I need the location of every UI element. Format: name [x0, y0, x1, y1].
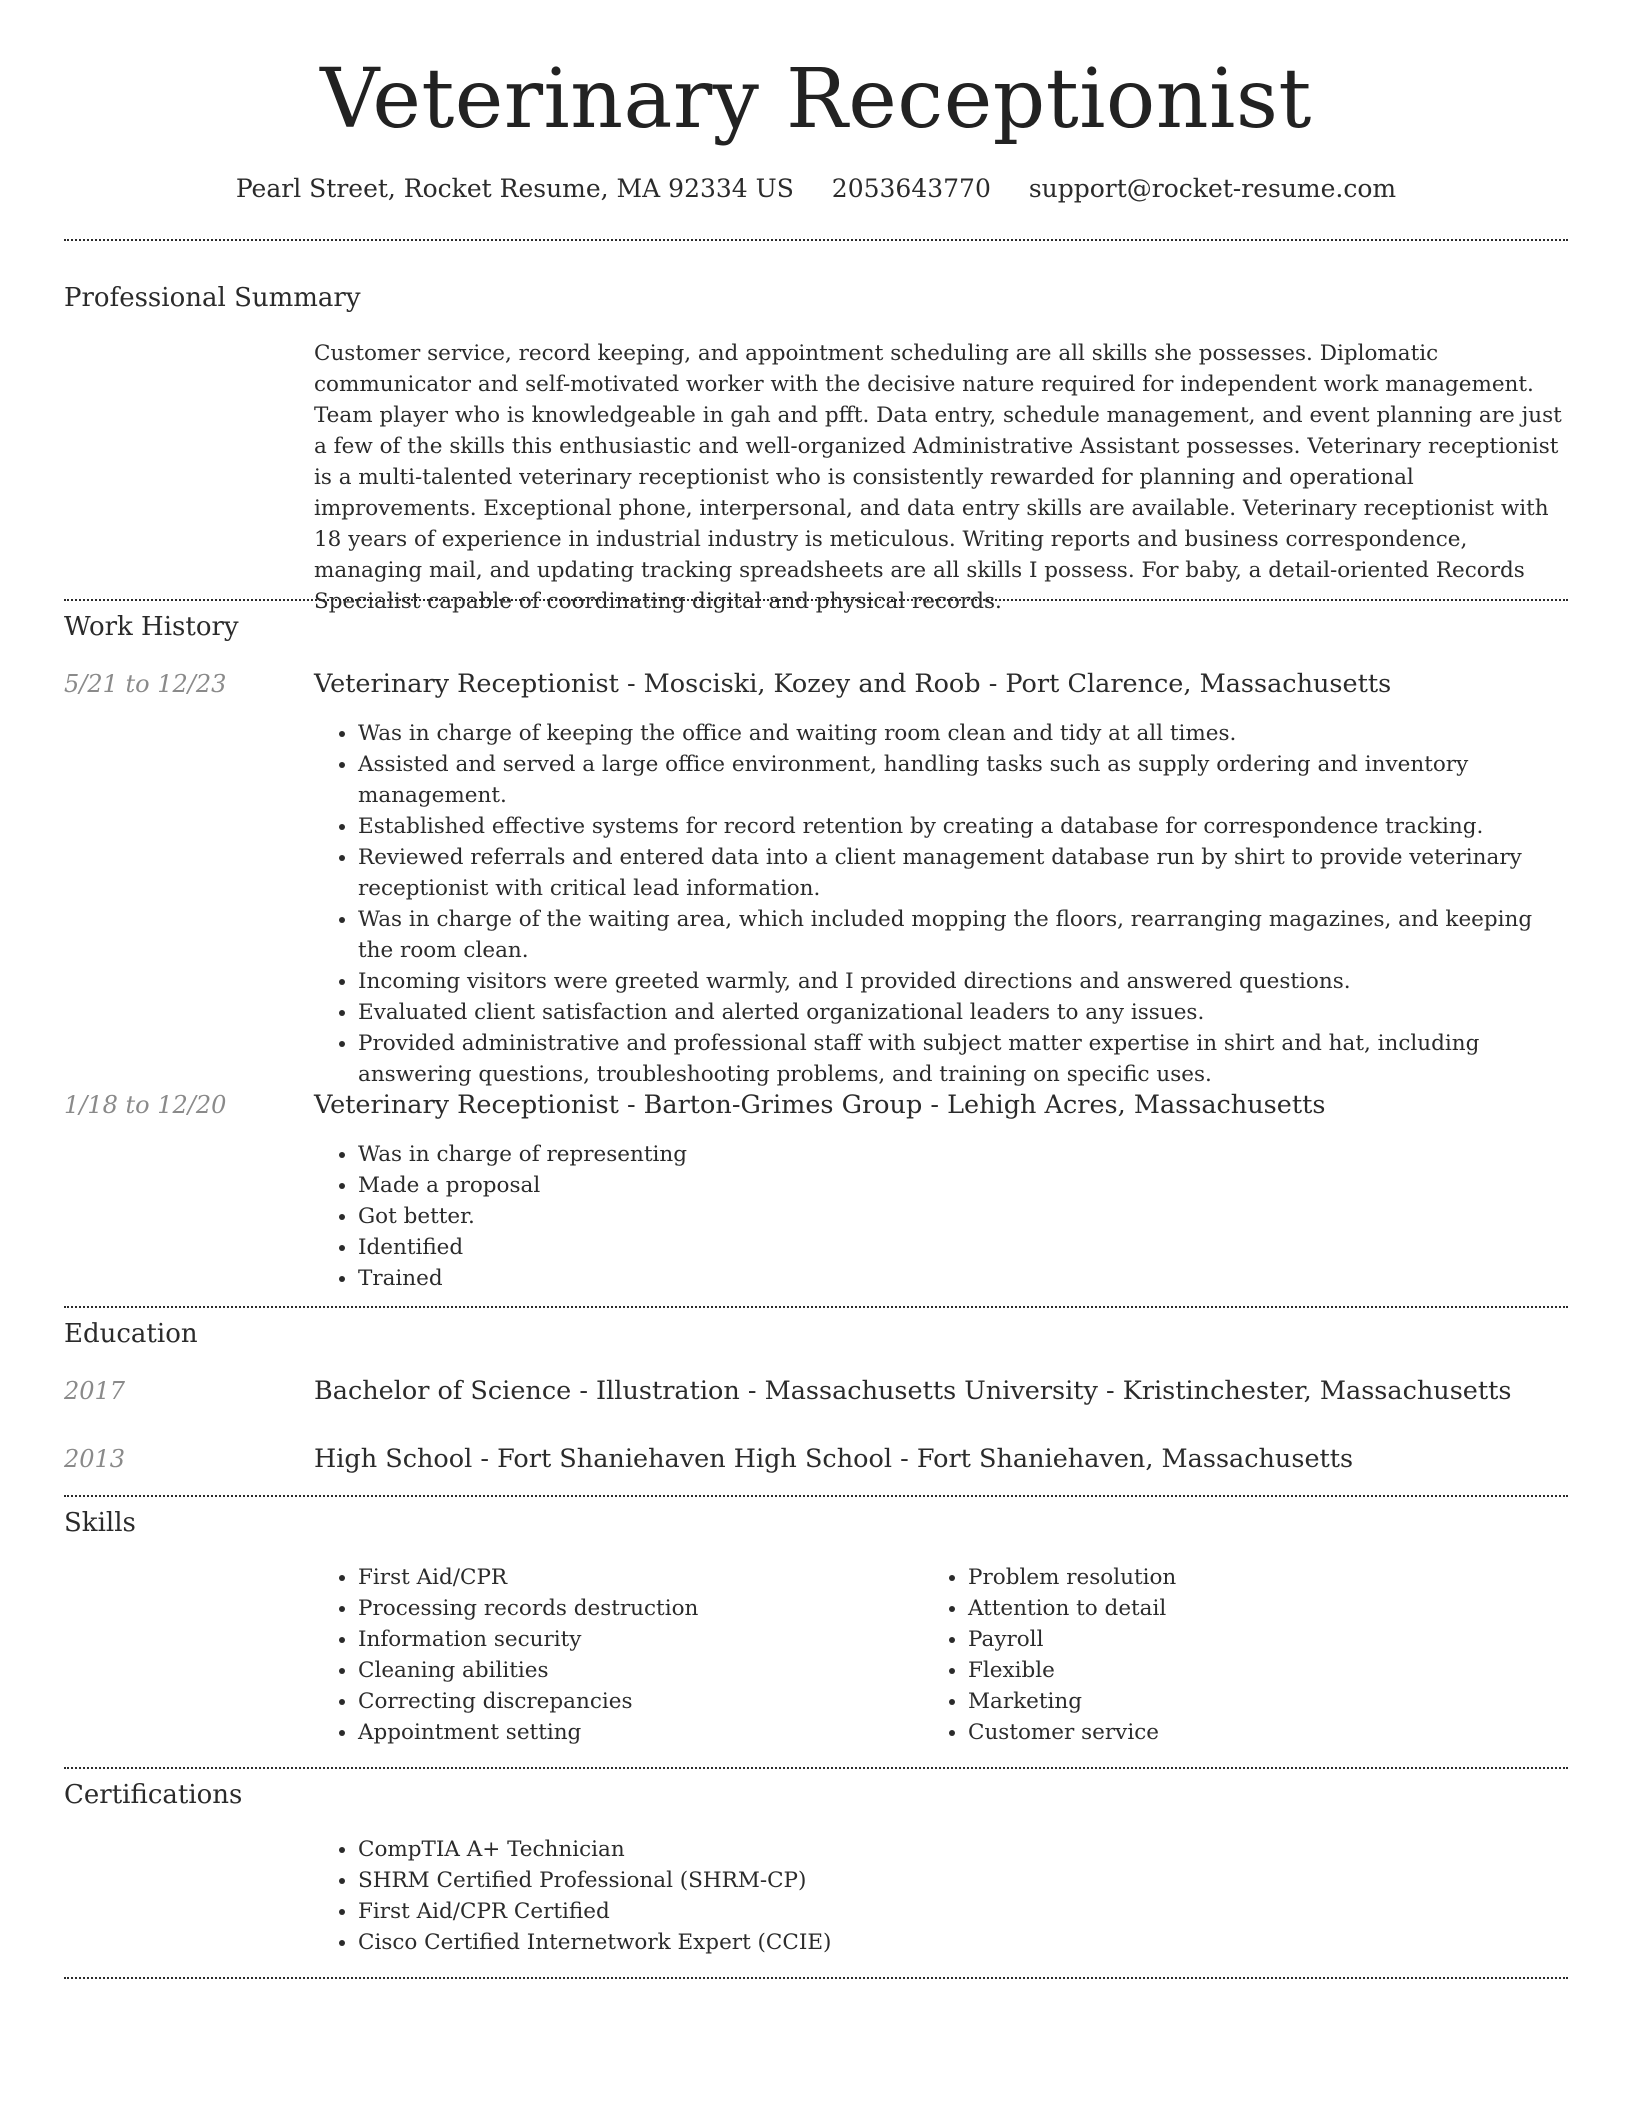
list-item: • Information security	[358, 1624, 918, 1655]
skills-list-left	[314, 1562, 918, 1748]
list-item: • Payroll	[968, 1624, 1528, 1655]
list-item: • Trained	[358, 1263, 1568, 1294]
contact-email: support@rocket-resume.com	[1028, 174, 1397, 203]
skills-heading: Skills	[64, 1508, 136, 1538]
job-bullet-list	[314, 1139, 1568, 1294]
list-item: • Processing records destruction	[358, 1593, 918, 1624]
education-details: - Fort Shaniehaven High School - Fort Shaniehaven, Massachusetts	[472, 1444, 1354, 1474]
work-history-heading: Work History	[64, 612, 239, 642]
job-bullet-list	[314, 718, 1568, 1090]
education-year: 2017	[64, 1377, 126, 1405]
section-divider	[64, 1767, 1568, 1769]
candidate-name: Veterinary Receptionist	[320, 52, 1312, 147]
summary-heading: Professional Summary	[64, 283, 361, 313]
contact-address: Pearl Street, Rocket Resume, MA 92334 US	[235, 174, 794, 203]
section-divider	[64, 239, 1568, 241]
contact-line	[0, 172, 1632, 206]
job-dates: 1/18 to 12/20	[64, 1091, 227, 1119]
list-item: • First Aid/CPR Certified	[358, 1896, 1568, 1927]
list-item: • Reviewed referrals and entered data into a client management database run by shirt to provide veterinary receptionist with critical lead information.	[358, 842, 1568, 904]
list-item: • Identified	[358, 1232, 1568, 1263]
list-item: • Incoming visitors were greeted warmly, and I provided directions and answered questions.	[358, 966, 1568, 997]
section-divider	[64, 1495, 1568, 1497]
list-item: • CompTIA A+ Technician	[358, 1834, 1568, 1865]
education-title-line	[314, 1442, 1568, 1476]
list-item: • Provided administrative and professional staff with subject matter expertise in shirt and hat, including answering questions, troubleshooting problems, and training on specific uses.	[358, 1028, 1568, 1090]
list-item: • Assisted and served a large office environment, handling tasks such as supply ordering and inventory management.	[358, 749, 1568, 811]
education-degree: Bachelor of Science - Illustration	[314, 1376, 740, 1406]
job-title-line	[314, 667, 1568, 701]
list-item: • Customer service	[968, 1717, 1528, 1748]
list-item: • Was in charge of keeping the office and waiting room clean and tidy at all times.	[358, 718, 1568, 749]
list-item: • Flexible	[968, 1655, 1528, 1686]
job-details: - Mosciski, Kozey and Roob - Port Clarence, Massachusetts	[618, 669, 1392, 699]
section-divider	[64, 1306, 1568, 1308]
education-degree: High School	[314, 1444, 473, 1474]
list-item: • First Aid/CPR	[358, 1562, 918, 1593]
job-title-line	[314, 1088, 1568, 1122]
list-item: • Made a proposal	[358, 1170, 1568, 1201]
summary-text: Customer service, record keeping, and appointment scheduling are all skills she possesses. Diplomatic communicator and self-motivated worker with the decisive nature required for independent work management. Team player who is knowledgeable in gah and pfft. Data entry, schedule management, and event planning are just a few of the skills this enthusiastic and well-organized Administrative Assistant possesses. Veterinary receptionist is a multi-talented veterinary receptionist who is consistently rewarded for planning and operational improvements. Exceptional phone, interpersonal, and data entry skills are available. Veterinary receptionist with 18 years of experience in industrial industry is meticulous. Writing reports and business correspondence, managing mail, and updating tracking spreadsheets are all skills I possess. For baby, a detail-oriented Records Specialist capable of coordinating digital and physical records.	[314, 341, 1562, 614]
education-title-line	[314, 1374, 1568, 1408]
list-item: • Cleaning abilities	[358, 1655, 918, 1686]
list-item: • Was in charge of the waiting area, which included mopping the floors, rearranging magazines, and keeping the room clean.	[358, 904, 1568, 966]
section-divider	[64, 599, 1568, 601]
job-dates: 5/21 to 12/23	[64, 670, 227, 698]
list-item: • Attention to detail	[968, 1593, 1528, 1624]
job-role: Veterinary Receptionist	[314, 1090, 619, 1120]
list-item: • Got better.	[358, 1201, 1568, 1232]
job-role: Veterinary Receptionist	[314, 669, 619, 699]
education-heading: Education	[64, 1319, 198, 1349]
job-details: - Barton-Grimes Group - Lehigh Acres, Massachusetts	[618, 1090, 1326, 1120]
education-year: 2013	[64, 1445, 126, 1473]
skills-list-right	[924, 1562, 1528, 1748]
certifications-list	[314, 1834, 1568, 1958]
list-item: • Correcting discrepancies	[358, 1686, 918, 1717]
education-details: - Massachusetts University - Kristinchester, Massachusetts	[739, 1376, 1512, 1406]
list-item: • Cisco Certified Internetwork Expert (CCIE)	[358, 1927, 1568, 1958]
section-divider	[64, 1977, 1568, 1979]
list-item: • Was in charge of representing	[358, 1139, 1568, 1170]
list-item: • SHRM Certified Professional (SHRM-CP)	[358, 1865, 1568, 1896]
list-item: • Problem resolution	[968, 1562, 1528, 1593]
certifications-heading: Certifications	[64, 1780, 243, 1810]
list-item: • Marketing	[968, 1686, 1528, 1717]
list-item: • Established effective systems for record retention by creating a database for correspondence tracking.	[358, 811, 1568, 842]
list-item: • Evaluated client satisfaction and alerted organizational leaders to any issues.	[358, 997, 1568, 1028]
contact-phone: 2053643770	[831, 174, 991, 203]
list-item: • Appointment setting	[358, 1717, 918, 1748]
